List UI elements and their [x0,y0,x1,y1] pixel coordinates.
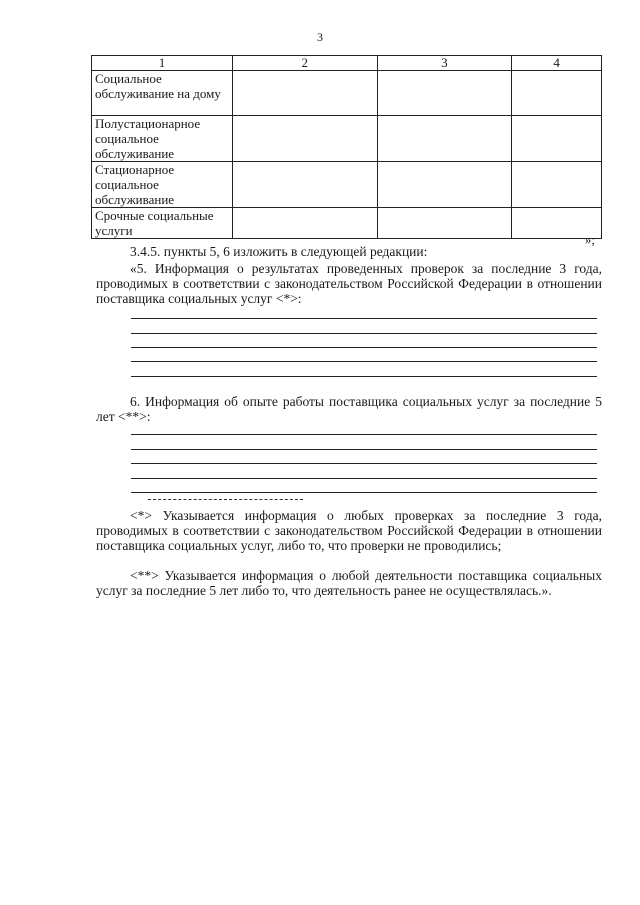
table-header-cell: 3 [377,56,512,71]
table-cell [232,116,377,162]
table-cell [512,162,602,208]
table-cell [232,71,377,116]
table-row [92,116,602,162]
table-cell: Социальное обслуживание на дому [92,71,233,116]
table-cell: Полустационарное социальное обслуживание [92,116,233,162]
paragraph-3-4-5: 3.4.5. пункты 5, 6 изложить в следующей редакции: [130,244,428,259]
paragraph-item-6: 6. Информация об опыте работы поставщика социальных услуг за последние 5 лет <**>: [96,394,602,424]
table-header-cell: 1 [92,56,233,71]
paragraph-item-5: «5. Информация о результатах проведенных проверок за последние 3 года, проводимых в соответствии с законодательством Российской Федерации в отношении поставщика социальных услуг <*>: [96,261,602,306]
table-row [92,208,602,239]
table-cell [512,116,602,162]
table-cell [377,116,512,162]
table-cell: Срочные социальные услуги [92,208,233,239]
fill-line [131,333,597,334]
footnote-2: <**> Указывается информация о любой деятельности поставщика социальных услуг за последние 5 лет либо то, что деятельность ранее не осуществлялась.». [96,568,602,598]
table-cell [232,208,377,239]
table-cell [377,208,512,239]
table-cell [512,71,602,116]
fill-line [131,376,597,377]
table-row [92,162,602,208]
fill-line [131,463,597,464]
fill-line [131,492,597,493]
table-row [92,71,602,116]
fill-line [131,318,597,319]
table-cell [377,162,512,208]
footnote-1: <*> Указывается информация о любых проверках за последние 3 года, проводимых в соответствии с законодательством Российской Федерации в отношении поставщика социальных услуг, либо то, что проверки не проводились; [96,508,602,553]
table-header-cell: 4 [512,56,602,71]
table-cell: Стационарное социальное обслуживание [92,162,233,208]
fill-line [131,434,597,435]
footnote-separator [148,499,303,500]
table-header-cell: 2 [232,56,377,71]
fill-line [131,347,597,348]
fill-line [131,361,597,362]
page-number: 3 [317,30,323,44]
fill-line [131,478,597,479]
table-header-row [92,56,602,71]
table-cell [377,71,512,116]
quote-end-mark: »; [584,232,595,247]
table-cell [232,162,377,208]
fill-line [131,449,597,450]
services-table [91,55,602,239]
